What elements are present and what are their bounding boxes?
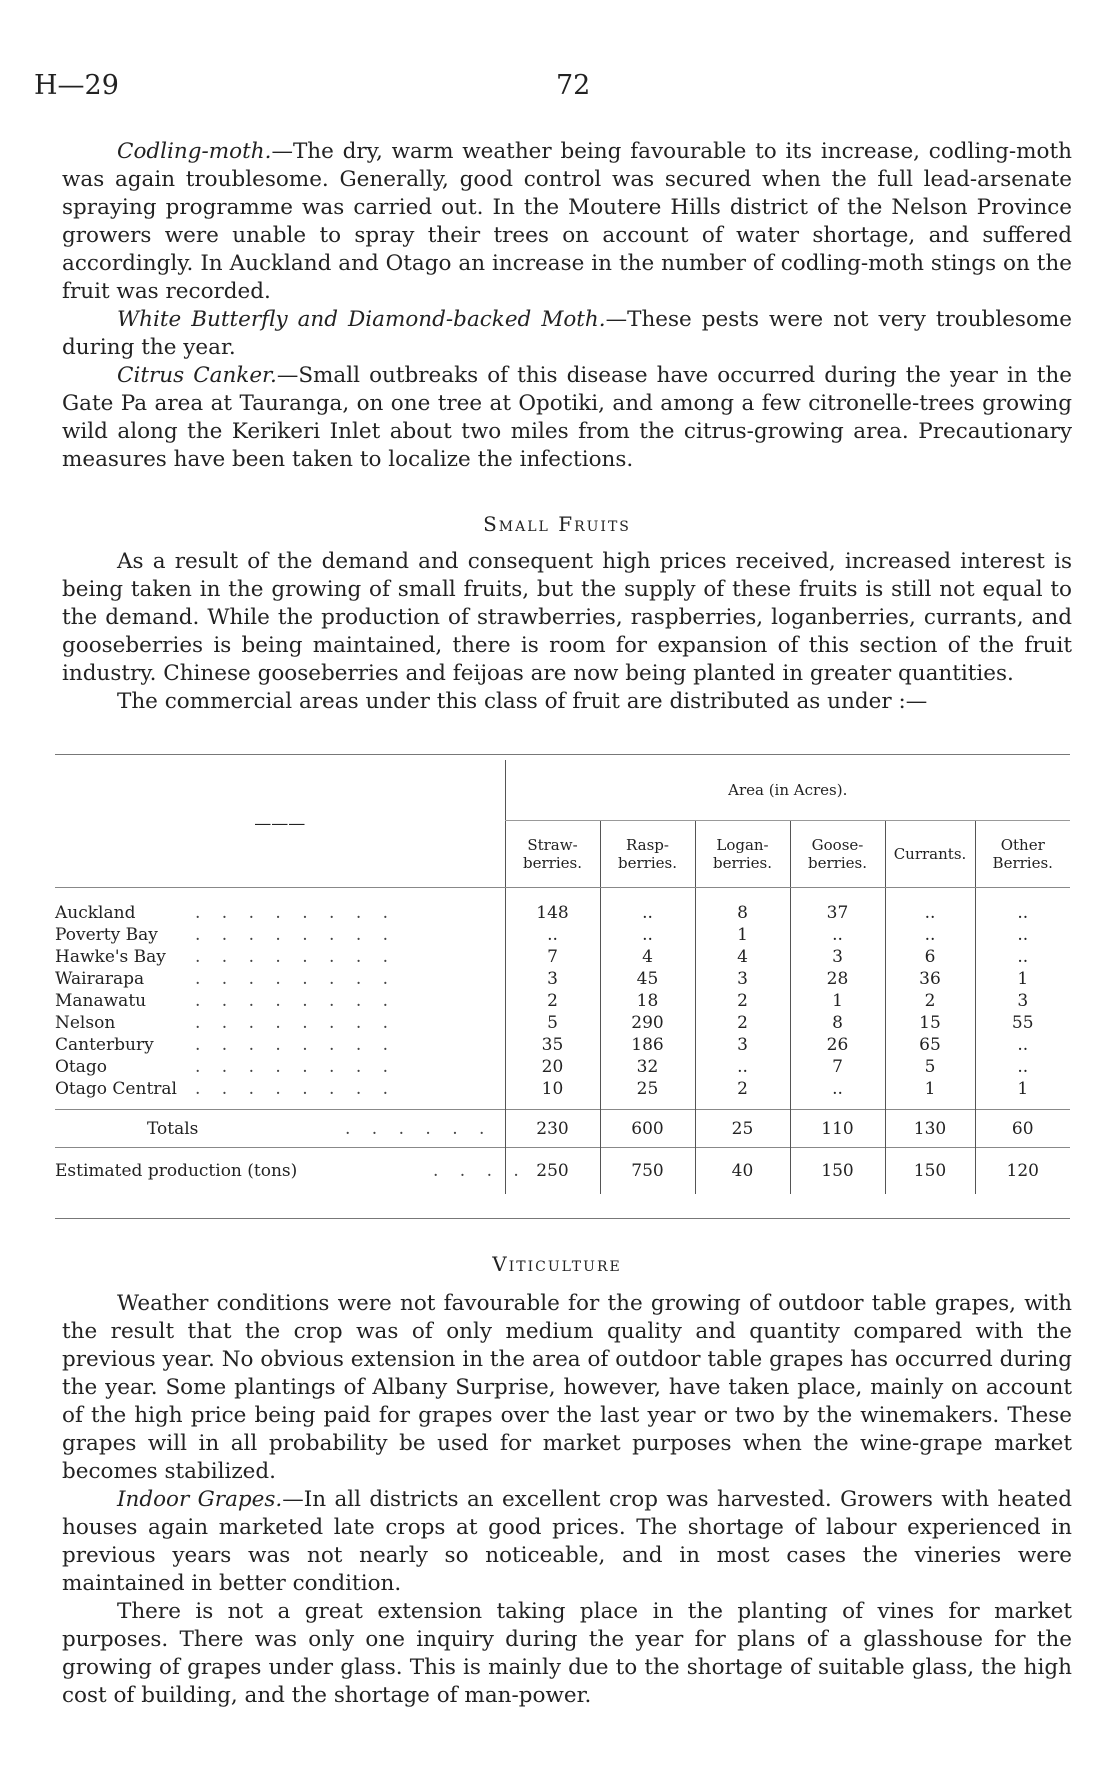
butterfly-title: White Butterfly and Diamond-backed Moth. xyxy=(117,307,606,332)
table-row xyxy=(55,1056,1070,1078)
table-row xyxy=(55,1078,1070,1100)
small-fruits-section xyxy=(62,548,1072,716)
table-row xyxy=(55,902,1070,924)
district-name: Hawke's Bay xyxy=(55,946,166,967)
value-cell: 1 xyxy=(975,968,1070,990)
district-name: Manawatu xyxy=(55,990,147,1011)
district-name: Poverty Bay xyxy=(55,924,158,945)
value-cell: 4 xyxy=(600,946,695,968)
value-cell: 3 xyxy=(975,990,1070,1012)
stub-dash: ——— xyxy=(254,813,306,834)
spacer-row xyxy=(55,1100,1070,1110)
viticulture-section xyxy=(62,1290,1072,1710)
column-header: Goose- berries. xyxy=(790,821,885,888)
district-cell: Otago Central . . . . . . . . xyxy=(55,1078,397,1099)
table-row xyxy=(55,924,1070,946)
value-cell: 1 xyxy=(975,1078,1070,1100)
small-fruits-intro: The commercial areas under this class of fruit are distributed as under :— xyxy=(117,689,928,714)
production-value: 750 xyxy=(600,1148,695,1194)
value-cell: 37 xyxy=(790,902,885,924)
value-cell: 2 xyxy=(695,990,790,1012)
district-name: Wairarapa xyxy=(55,968,145,989)
value-cell: 32 xyxy=(600,1056,695,1078)
value-cell: 7 xyxy=(790,1056,885,1078)
column-header: Straw- berries. xyxy=(505,821,600,888)
citrus-canker-body: —Small outbreaks of this disease have occurred during the year in the Gate Pa area at Tauranga, on one tree at Opotiki, and among a few citronelle-trees growing wild along the Kerikeri Inlet about two miles from the citrus-growing area. Precautionary measures have been taken to localize the infections. xyxy=(62,363,1073,472)
district-cell: Hawke's Bay . . . . . . . . xyxy=(55,946,397,967)
value-cell: .. xyxy=(600,924,695,946)
production-value: 150 xyxy=(790,1148,885,1194)
production-label-cell: Estimated production (tons) . . . . xyxy=(55,1160,527,1181)
viticulture-paragraph: Weather conditions were not favourable for the growing of outdoor table grapes, with the result that the crop was of only medium quality and quantity compared with the previous year. No obvious extension in the area of outdoor table grapes has occurred during the year. Some plantings of Albany Surprise, however, have taken place, mainly on account of the high price being paid for grapes over the last year or two by the winemakers. These grapes will in all probability be used for market purposes when the wine-grape market becomes stabilized. xyxy=(62,1291,1072,1484)
value-cell: 15 xyxy=(885,1012,975,1034)
district-cell: Nelson . . . . . . . . xyxy=(55,1012,397,1033)
production-value: 250 xyxy=(505,1148,600,1194)
value-cell: 45 xyxy=(600,968,695,990)
value-cell: 35 xyxy=(505,1034,600,1056)
value-cell: .. xyxy=(790,1078,885,1100)
value-cell: 2 xyxy=(885,990,975,1012)
totals-value: 60 xyxy=(975,1110,1070,1148)
production-label: Estimated production (tons) xyxy=(55,1160,298,1181)
district-name: Canterbury xyxy=(55,1034,154,1055)
codling-moth-title: Codling-moth. xyxy=(117,139,272,164)
value-cell: .. xyxy=(790,924,885,946)
area-header: Area (in Acres). xyxy=(505,760,1070,821)
totals-value: 130 xyxy=(885,1110,975,1148)
page-number: 72 xyxy=(556,70,591,101)
value-cell: 36 xyxy=(885,968,975,990)
value-cell: 3 xyxy=(505,968,600,990)
district-name: Nelson xyxy=(55,1012,116,1033)
value-cell: 3 xyxy=(695,968,790,990)
spacer-row xyxy=(55,888,1070,902)
value-cell: .. xyxy=(885,902,975,924)
value-cell: 186 xyxy=(600,1034,695,1056)
table-row xyxy=(55,990,1070,1012)
value-cell: 1 xyxy=(695,924,790,946)
value-cell: 5 xyxy=(885,1056,975,1078)
totals-value: 230 xyxy=(505,1110,600,1148)
district-cell: Otago . . . . . . . . xyxy=(55,1056,397,1077)
value-cell: 25 xyxy=(600,1078,695,1100)
pests-section xyxy=(62,138,1072,474)
table-header-row xyxy=(55,760,1070,821)
value-cell: 2 xyxy=(695,1012,790,1034)
value-cell: 3 xyxy=(790,946,885,968)
value-cell: .. xyxy=(600,902,695,924)
column-header: Currants. xyxy=(885,821,975,888)
table-row xyxy=(55,946,1070,968)
district-cell: Wairarapa . . . . . . . . xyxy=(55,968,397,989)
value-cell: 3 xyxy=(695,1034,790,1056)
value-cell: 18 xyxy=(600,990,695,1012)
district-name: Auckland xyxy=(55,902,136,923)
production-row xyxy=(55,1148,1070,1194)
value-cell: 8 xyxy=(790,1012,885,1034)
totals-value: 600 xyxy=(600,1110,695,1148)
value-cell: 65 xyxy=(885,1034,975,1056)
table-bottom-rule xyxy=(55,1218,1070,1219)
table-top-rule xyxy=(55,754,1070,755)
value-cell: 1 xyxy=(885,1078,975,1100)
indoor-grapes-title: Indoor Grapes. xyxy=(117,1487,283,1512)
value-cell: 290 xyxy=(600,1012,695,1034)
column-header: Rasp- berries. xyxy=(600,821,695,888)
value-cell: 5 xyxy=(505,1012,600,1034)
district-name: Otago Central xyxy=(55,1078,177,1099)
totals-value: 110 xyxy=(790,1110,885,1148)
production-value: 150 xyxy=(885,1148,975,1194)
value-cell: 10 xyxy=(505,1078,600,1100)
document-reference: H—29 xyxy=(34,70,119,101)
value-cell: .. xyxy=(975,902,1070,924)
value-cell: .. xyxy=(975,924,1070,946)
district-cell: Canterbury . . . . . . . . xyxy=(55,1034,397,1055)
value-cell: .. xyxy=(885,924,975,946)
value-cell: 2 xyxy=(505,990,600,1012)
value-cell: 7 xyxy=(505,946,600,968)
table-row xyxy=(55,1034,1070,1056)
value-cell: 6 xyxy=(885,946,975,968)
value-cell: 55 xyxy=(975,1012,1070,1034)
citrus-canker-title: Citrus Canker. xyxy=(117,363,277,388)
butterfly-body: —These pests were not very troublesome during the year. xyxy=(62,307,1073,360)
totals-label-cell: Totals . . . . . . xyxy=(147,1118,493,1139)
indoor-grapes-paragraph xyxy=(62,1486,1072,1598)
value-cell: 28 xyxy=(790,968,885,990)
district-cell: Manawatu . . . . . . . . xyxy=(55,990,397,1011)
value-cell: 8 xyxy=(695,902,790,924)
totals-row xyxy=(55,1110,1070,1148)
column-header: Other Berries. xyxy=(975,821,1070,888)
vines-paragraph: There is not a great extension taking place in the planting of vines for market purposes. There was only one inquiry during the year for plans of a glasshouse for the growing of grapes under glass. This is mainly due to the shortage of suitable glass, the high cost of building, and the shortage of man-power. xyxy=(62,1599,1072,1708)
totals-label: Totals xyxy=(147,1118,199,1139)
codling-moth-paragraph xyxy=(62,138,1072,306)
citrus-canker-paragraph xyxy=(62,362,1072,474)
value-cell: 4 xyxy=(695,946,790,968)
table-body xyxy=(55,902,1070,1100)
value-cell: .. xyxy=(975,1056,1070,1078)
small-fruits-table xyxy=(55,760,1070,1194)
value-cell: .. xyxy=(975,1034,1070,1056)
production-value: 120 xyxy=(975,1148,1070,1194)
value-cell: 148 xyxy=(505,902,600,924)
table-row xyxy=(55,1012,1070,1034)
viticulture-heading: Viticulture xyxy=(492,1252,622,1276)
production-value: 40 xyxy=(695,1148,790,1194)
value-cell: .. xyxy=(695,1056,790,1078)
stub-header xyxy=(55,760,505,888)
value-cell: 2 xyxy=(695,1078,790,1100)
value-cell: .. xyxy=(505,924,600,946)
codling-moth-body: —The dry, warm weather being favourable to its increase, codling-moth was again troublesome. Generally, good control was secured when the full lead-arsenate spraying programme was carried out. In the Moutere Hills district of the Nelson Province growers were unable to spray their trees on account of water shortage, and suffered accordingly. In Auckland and Otago an increase in the number of codling-moth stings on the fruit was recorded. xyxy=(62,139,1072,304)
column-header: Logan- berries. xyxy=(695,821,790,888)
value-cell: .. xyxy=(975,946,1070,968)
small-fruits-heading: Small Fruits xyxy=(483,512,631,536)
indoor-grapes-body: —In all districts an excellent crop was harvested. Growers with heated houses again marketed late crops at good prices. The shortage of labour experienced in previous years was not nearly so noticeable, and in most cases the vineries were maintained in better condition. xyxy=(62,1487,1072,1596)
small-fruits-paragraph: As a result of the demand and consequent high prices received, increased interest is being taken in the growing of small fruits, but the supply of these fruits is still not equal to the demand. While the production of strawberries, raspberries, loganberries, currants, and gooseberries is being maintained, there is room for expansion of this section of the fruit industry. Chinese gooseberries and feijoas are now being planted in greater quantities. xyxy=(62,549,1072,686)
district-cell: Poverty Bay . . . . . . . . xyxy=(55,924,397,945)
butterfly-paragraph xyxy=(62,306,1072,362)
totals-value: 25 xyxy=(695,1110,790,1148)
value-cell: 20 xyxy=(505,1056,600,1078)
district-cell: Auckland . . . . . . . . xyxy=(55,902,397,923)
table-row xyxy=(55,968,1070,990)
value-cell: 1 xyxy=(790,990,885,1012)
district-name: Otago xyxy=(55,1056,108,1077)
value-cell: 26 xyxy=(790,1034,885,1056)
